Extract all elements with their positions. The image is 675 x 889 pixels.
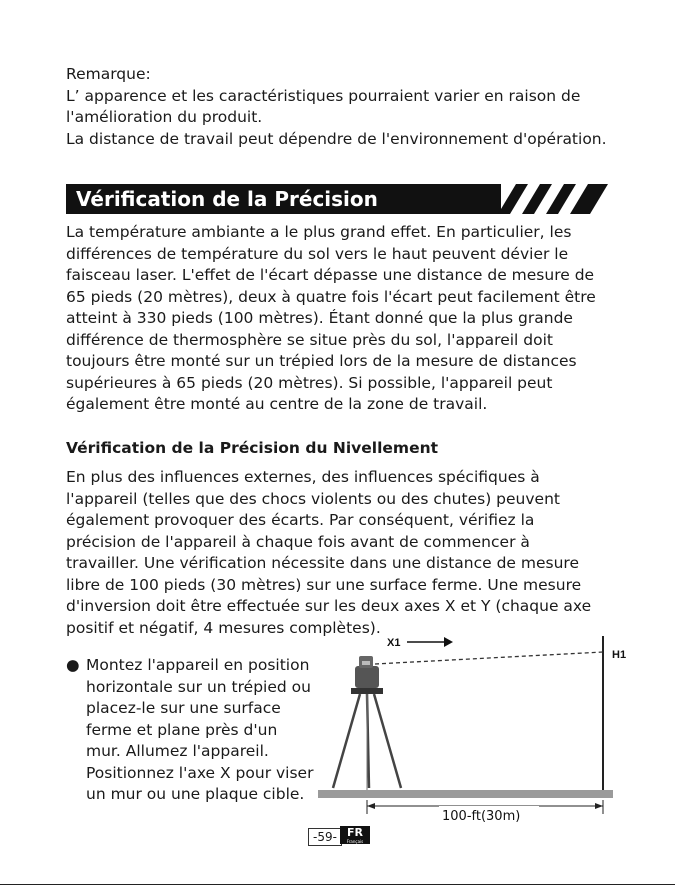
bullet-line: Positionnez l'axe X pour viser xyxy=(86,763,314,782)
paragraph-line: d'inversion doit être effectuée sur les deux axes X et Y (chaque axe xyxy=(66,597,592,615)
paragraph-line: faisceau laser. L'effet de l'écart dépasse une distance de mesure de xyxy=(66,266,595,284)
language-code: FR xyxy=(347,826,363,839)
page-number: -59- xyxy=(308,828,342,846)
bullet-instruction xyxy=(66,655,316,806)
language-badge xyxy=(340,826,370,844)
remark-block xyxy=(66,64,607,150)
remark-title: Remarque: xyxy=(66,65,151,83)
remark-line: La distance de travail peut dépendre de l'environnement d'opération. xyxy=(66,129,607,148)
subsection-title: Vérification de la Précision du Nivellement xyxy=(66,439,439,457)
bottom-rule xyxy=(0,884,675,885)
distance-label: 100-ft(30m) xyxy=(442,809,521,823)
paragraph-line: toujours être monté sur un trépied lors de la mesure de distances xyxy=(66,352,577,370)
bullet-line: Montez l'appareil en position xyxy=(86,656,310,674)
target-label: H1 xyxy=(612,649,627,661)
tripod-leg xyxy=(333,694,360,788)
bullet-line: placez-le sur une surface xyxy=(86,699,281,717)
remark-line: L’ apparence et les caractéristiques pourraient varier en raison de xyxy=(66,86,581,105)
language-sub: Français xyxy=(346,839,364,844)
remark-line: l'amélioration du produit. xyxy=(66,108,263,126)
paragraph-leveling xyxy=(66,467,591,639)
paragraph-temperature xyxy=(66,222,596,416)
paragraph-line: l'appareil (telles que des chocs violents ou des chutes) peuvent xyxy=(66,489,560,508)
paragraph-line: précision de l'appareil à chaque fois avant de commencer à xyxy=(66,532,530,551)
paragraph-line: libre de 100 pieds (30 mètres) sur une surface ferme. Une mesure xyxy=(66,575,582,594)
stripes-decoration xyxy=(498,184,610,214)
paragraph-line: également être monté au centre de la zone de travail. xyxy=(66,395,488,413)
bullet-line: ferme et plane près d'un xyxy=(86,720,278,739)
tripod-leg xyxy=(374,694,401,788)
ground-surface xyxy=(318,790,613,798)
axis-label: X1 xyxy=(387,637,401,649)
bullet-line: un mur ou une plaque cible. xyxy=(86,785,305,803)
bullet-dot-icon: ● xyxy=(66,656,80,674)
paragraph-line: 65 pieds (20 mètres), deux à quatre fois l'écart peut facilement être xyxy=(66,287,596,306)
laser-head-icon xyxy=(355,666,379,688)
bullet-line: mur. Allumez l'appareil. xyxy=(86,742,269,760)
paragraph-line: différence de thermosphère se situe près du sol, l'appareil doit xyxy=(66,330,553,349)
laser-beam-line xyxy=(375,652,603,664)
paragraph-line: En plus des influences externes, des influences spécifiques à xyxy=(66,468,540,486)
section-title: Vérification de la Précision xyxy=(66,184,501,214)
paragraph-line: différences de température du sol vers le haut peuvent dévier le xyxy=(66,244,569,263)
tripod-diagram xyxy=(315,628,655,823)
bullet-line: horizontale sur un trépied ou xyxy=(86,677,311,696)
paragraph-line: également provoquer des écarts. Par conséquent, vérifiez la xyxy=(66,511,535,529)
paragraph-line: positif et négatif, 4 mesures complètes). xyxy=(66,618,381,637)
paragraph-line: travailler. Une vérification nécessite dans une distance de mesure xyxy=(66,554,579,572)
paragraph-line: supérieures à 65 pieds (20 mètres). Si possible, l'appareil peut xyxy=(66,373,553,392)
paragraph-line: atteint à 330 pieds (100 mètres). Étant donné que la plus grande xyxy=(66,309,573,327)
paragraph-line: La température ambiante a le plus grand effet. En particulier, les xyxy=(66,223,572,241)
